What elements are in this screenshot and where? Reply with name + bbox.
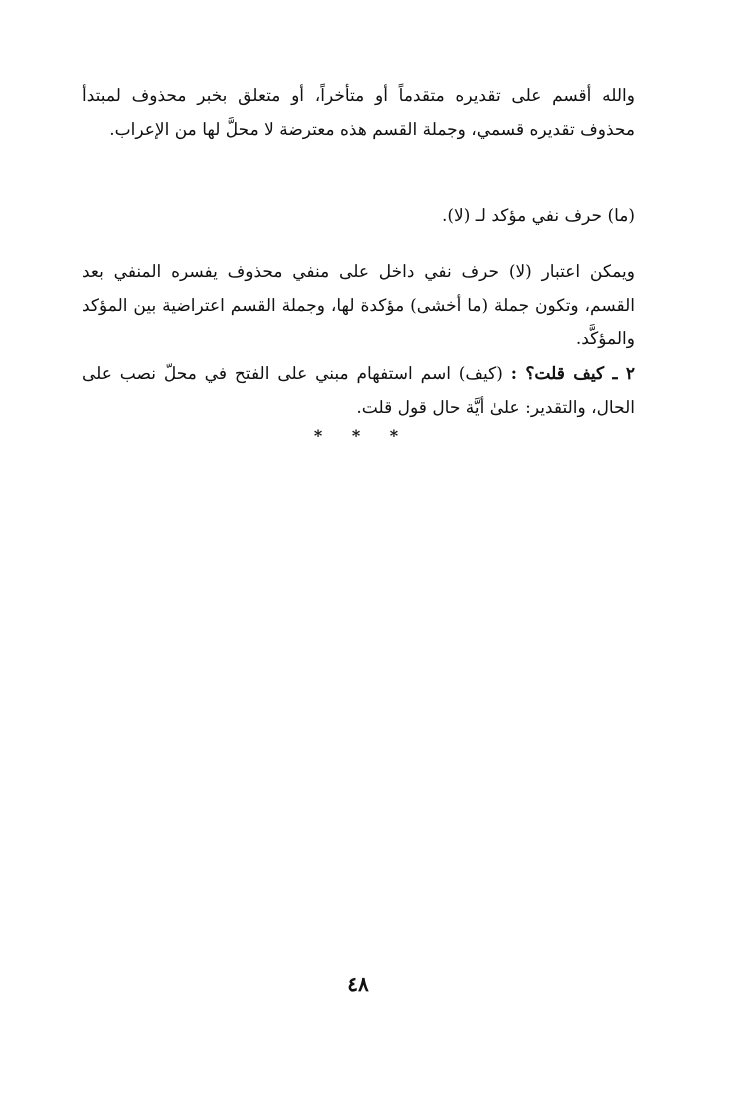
paragraph-text: والله أقسم على تقديره متقدماً أو متأخراً، أو متعلق بخبر محذوف لمبتدأ محذوف تقديره قسمي، وجملة القسم هذه معترضة لا محلَّ لها من الإعراب. bbox=[82, 86, 635, 140]
paragraph-kayfa-qulta bbox=[82, 358, 635, 425]
section-separator: * * * bbox=[313, 426, 411, 445]
paragraph-text: (كيف) اسم استفهام مبني على الفتح في محلّ نصب على الحال، والتقدير: علىٰ أيَّة حال قول قلت. bbox=[82, 364, 635, 418]
paragraph-text: (ما) حرف نفي مؤكد لـ (لا). bbox=[441, 206, 635, 226]
paragraph-body bbox=[82, 358, 635, 425]
paragraph-negation-particle bbox=[82, 200, 635, 234]
paragraph-lead-heading: ٢ ـ كيف قلت؟ : bbox=[510, 364, 635, 384]
paragraph-oath-clause bbox=[82, 80, 635, 147]
paragraph-text: ويمكن اعتبار (لا) حرف نفي داخل على منفي محذوف يفسره المنفي بعد القسم، وتكون جملة (ما أخشى) مؤكدة لها، وجملة القسم اعتراضية بين المؤكد والمؤكَّد. bbox=[82, 262, 635, 349]
page-number: ٤٨ bbox=[347, 972, 369, 996]
paragraph-alternative-analysis bbox=[82, 256, 635, 357]
